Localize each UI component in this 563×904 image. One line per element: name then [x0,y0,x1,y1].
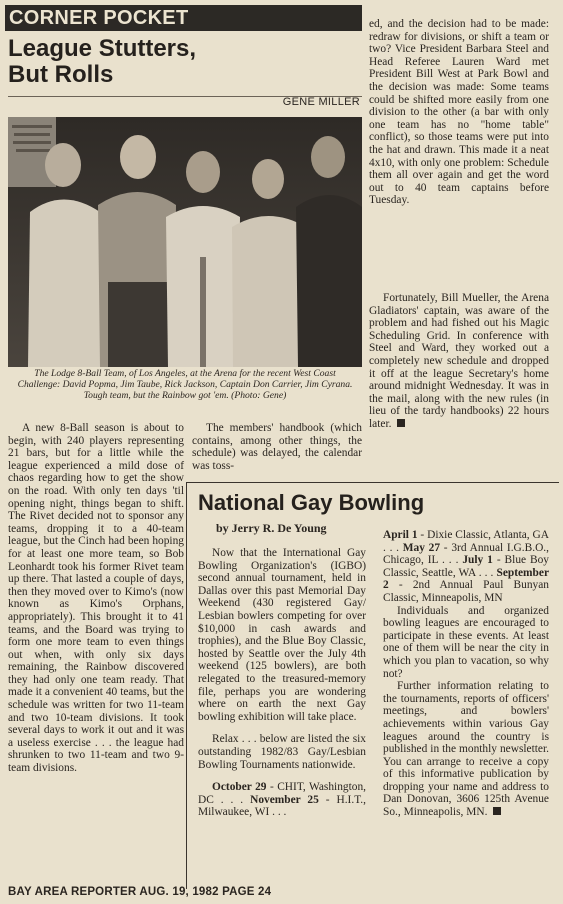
article-paragraph: Now that the International Gay Bowling Organization's (IGBO) second annual tournament, held in Dallas over this past Memorial Day Weekend (430 registered Gay/ Lesbian bowlers competing for over $10,000 in cash awards and trophies), and the Blue Boy Classic, hosted by Seattle over the July 4th weekend (125 bowlers), are both relegated to the treasured-memory file, perhaps you are wondering where on earth the next Gay bowling exhibition will take place. [198,547,366,723]
article-paragraph [369,292,549,431]
end-mark-icon [493,807,501,815]
event-text: - Dixie Classic, Atlanta, GA . . . [383,529,549,554]
end-mark-icon [397,419,405,427]
article-paragraph: The members' handbook (which contains, among other things, the schedule) was delayed, the calendar was toss- [192,422,362,472]
article-paragraph: Relax . . . below are listed the six outstanding 1982/83 Gay/Lesbian Bowling Tournaments nationwide. [198,733,366,771]
byline: GENE MILLER [282,96,360,108]
event-text: - CHIT, Washington, DC . . . [198,781,367,806]
schedule-paragraph [198,781,366,819]
date-label: October 29 [212,781,267,794]
bowling-column-left [198,547,366,819]
bowling-column-right [383,529,549,819]
page-footer: BAY AREA REPORTER AUG. 19, 1982 PAGE 24 [8,886,272,898]
section-banner: CORNER POCKET [5,5,220,31]
date-label: July 1 [462,554,493,567]
event-text: - 2nd Annual Paul Bunyan Classic, Minneapolis, MN [383,579,549,604]
article-column-left [8,422,184,775]
date-label: September 2 [383,566,549,592]
team-photo-illustration [8,117,362,367]
article-column-middle [192,422,362,472]
headline-line-1: League Stutters, [8,35,197,62]
article-paragraph: ed, and the decision had to be made: redraw for divisions, or shift a team or two? Vice President Barbara Steel and Head Referee Lauren Ward met President Bill West at Park Bowl and the decision was made: Some teams could be shifted more easily from one division to the other (a bar with only one team has no "home table" conflict), so those teams were put into the hat and drawn. This made it a neat 4x10, with only one problem: Schedule them all over again and get the word out to 40 team captains before Tuesday. [369,18,549,207]
event-text: - 3rd Annual I.G.B.O., Chicago, IL . . . [383,541,549,567]
headline [8,36,358,88]
article-paragraph: A new 8-Ball season is about to begin, with 240 players representing 21 bars, but for a little while the league experienced a mild dose of chaos regarding how to get the show on the road. With only ten days 'til opening night, things began to shift. The Rivet decided not to sponsor any teams, dropping it to a 40-team league, but the Cinch had been hoping for at least one more team, so Bob Leonhardt took his former Rivet team up there. That lasted a couple of days, then they moved over to Kimo's (now known as Kimo's Orphans, appropriately). This brought it to 41 teams, and the Board was trying to form one more team to even things out when, with only six days remaining, the Rainbow discovered they had only one team ready. That made it a convenient 40 teams, but the schedule was written for two 11-team and two 10-team divisions. It took several days to work it out and it was a useless exercise . . . the league had shrunken to two 11-team and two 9-team divisions. [8,422,184,775]
schedule-paragraph [383,529,549,605]
banner-bar [220,5,362,31]
article-paragraph [383,680,549,819]
article-paragraph: Individuals and organized bowling leagues are encouraged to participate in these events. At least one of them will be near the city in which you plan to vacation, so why not? [383,604,549,680]
date-label: April 1 [383,529,418,541]
article-text: Further information relating to the tournaments, reports of officers' meetings, and bowlers' achievements within various Gay leagues around the country is published in the monthly newsletter. You can arrange to receive a copy of this informative publication by dropping your name and address to Dan Donovan, 3606 125th Avenue So., Minneapolis, MN. [383,680,549,819]
bowling-article-byline: by Jerry R. De Young [216,521,327,535]
article-column-right [369,18,549,207]
event-text: - H.I.T., Milwaukee, WI . . . [198,793,367,819]
article-column-right-2 [369,292,549,431]
photo-caption: The Lodge 8-Ball Team, of Los Angeles, at the Arena for the recent West Coast Challenge: David Popma, Jim Taube, Rick Jackson, Captain Don Carrier, Jim Cyrana. Tough team, but the Rainbow got 'em. (Photo: Gene) [17,368,353,401]
article-text: Fortunately, Bill Mueller, the Arena Gladiators' captain, was aware of the problem and had fished out his Magic Scheduling Grid. In conference with Steel and Ward, they worked out a completely new schedule and dropped it off at the league Secretary's home around midnight Wednesday. It was in the mail, along with the new rules (in lieu of the tardy handbooks) 22 hours later. [369,292,549,430]
bowling-article-title: National Gay Bowling [198,490,425,515]
date-label: May 27 [402,541,441,554]
team-photo [8,117,362,367]
headline-line-2: But Rolls [8,61,114,88]
date-label: November 25 [250,793,319,806]
event-text: - Blue Boy Classic, Seattle, WA . . . [383,554,549,579]
